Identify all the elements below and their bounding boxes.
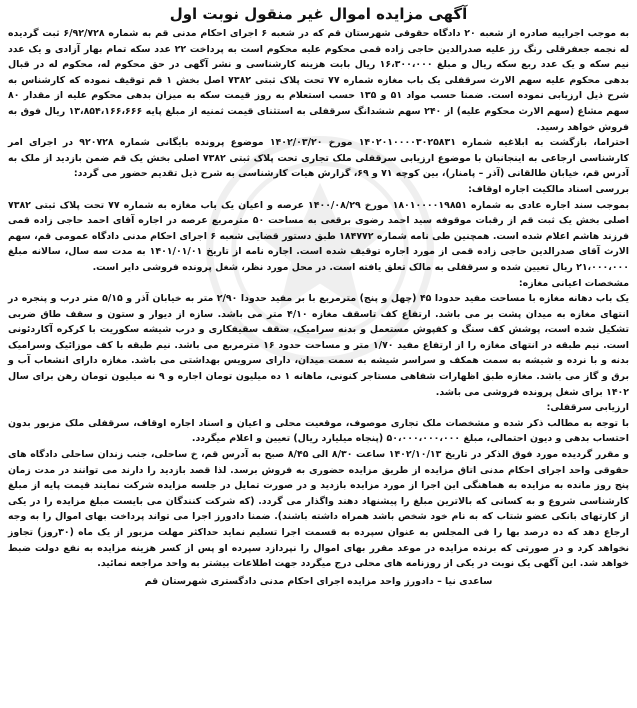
notice-title: آگهی مزایده اموال غیر منقول نوبت اول	[169, 5, 468, 23]
lease-document-paragraph: بموجب سند اجاره عادی به شماره ۱۸۰۱۰۰۰۰۱۹۸۵۱ مورخ ۱۴۰۰/۰۸/۲۹ عرصه و اعیان یک باب مغازه به شماره ۷۷ تحت پلاک ثبتی ۷۳۸۲ اصلی بخش یک ثبت قم از رقبات موقوفه سید احمد رضوی برقعی به مساحت ۵۰ مترمربع عرصه در اجاره آقای احمد حاجی زاده قمی فرزند هاشم اعلام شده است. همچنین طی نامه شماره ۱۸۴۷۷۲ طبق دستور قضایی شعبه ۶ اجرای احکام مدنی دادگاه عمومی قم، سهم الارث آقای صدرالدین حاجی زاده قمی از مورد اجاره توقیف شده است. اجاره نامه از تاریخ ۱۴۰۱/۰۱/۰۱ به مدت سه سال، سالانه مبلغ ۲۱،۰۰۰،۰۰۰ ریال تعیین شده و سرقفلی به مالک تعلق یافته است. در محل مورد نظر، شغل پرونده فروشی دایر است.	[8, 199, 630, 273]
goodwill-valuation-paragraph: با توجه به مطالب ذکر شده و مشخصات ملک تجاری موصوف، موقعیت محلی و اعیان و اسناد اجاره اوقاف، سرقفلی ملک مزبور بدون احتساب بدهی و دیون احتمالی، مبلغ ۵۰،۰۰۰،۰۰۰،۰۰۰ (پنجاه میلیارد ریال) تعیین و اعلام میگردد.	[8, 417, 629, 445]
signature-line: ساعدی نیا – دادورز واحد مزایده اجرای احکام مدنی دادگستری شهرستان قم	[144, 575, 493, 587]
expert-report-paragraph: احتراما، بازگشت به ابلاغیه شماره ۱۴۰۲۰۱۰۰۰۰۳۰۲۵۸۳۱ مورخ ۱۴۰۲/۰۳/۲۰ موضوع پرونده بایگانی شماره ۹۲۰۷۲۸ در اجرای امر کارشناسی ارجاعی به اینجانبان با موضوع ارزیابی سرقفلی ملک تجاری تحت پلاک ثبتی ۷۳۸۲ اصلی بخش یک قم ضمن بازدید از ملک به آدرس قم، خیابان طالقانی (آذر – پامنار)، بین کوچه ۷۱ و ۶۹، گزارش هیات کارشناسی به شرح ذیل تقدیم حضور می گردد:	[8, 137, 629, 180]
shop-specs-paragraph: یک باب دهانه مغازه با مساحت مفید حدودا ۴۵ (چهل و پنج) مترمربع با بر مفید حدودا ۲/۹۰ متر به خیابان آذر و ۵/۱۵ متر درب و پنجره در انتهای مغازه به میدان پشت بر می باشد. ارتفاع کف تاسقف مغازه ۴/۱۰ متر می باشد. سازه از دیوار و ستون و سقف طاق ضربی تشکیل شده است، پوشش کف سنگ و کفپوش مستعمل و بدنه سرامیک، سقف سقیفکاری و درب شیشه سکوریت با کرکره آکاردئونی است. نیم طبقه در انتهای مغازه را از ارتفاع مفید ۱/۷۰ متر و مساحت حدود ۱۶ مترمربع می باشد. نیم طبقه با کف موزائیک وسرامیک بدنه و با نرده و شیشه به سمت همکف و سراسر شیشه به سمت میدان، دارای سرویس بهداشتی می باشد. مغازه دارای انشعاب آب و برق و گاز می باشد. مغازه طبق اظهارات شفاهی مستاجر کنونی، ماهانه ۱ ده میلیون تومان اجاره و ۹ نه میلیون تومان رهن برای سال ۱۴۰۲ برای شغل پرونده فروشی می باشد.	[8, 293, 629, 398]
shop-specs-label: مشخصات اعیانی مغازه:	[518, 277, 629, 289]
intro-paragraph: به موجب اجراییه صادره از شعبه ۲۰ دادگاه حقوقی شهرستان قم که در شعبه ۶ اجرای احکام مدنی قم به شماره ۶/۹۲/۷۲۸ ثبت گردیده له نجمه جعفرقلی رنگ رز علیه صدرالدین حاجی زاده قمی محکوم علیه محکوم است به پرداخت ۲۲ عدد سکه تمام بهار آزادی و یک عدد نیم سکه و یک عدد ربع سکه ریال و مبلغ ۱۶،۳۰۰،۰۰۰ ریال بابت هزینه کارشناسی و نشر آگهی در حق محکوم له، محکوم له در قبال بدهی محکوم علیه سهم الارث سرقفلی یک باب مغازه شماره ۷۷ تحت پلاک ثبتی ۷۳۸۲ اصل بخش ۱ قم توقیف نموده که کارشناس به شرح ذیل ارزیابی نموده است. ضمنا حسب مواد ۵۱ و ۱۳۵ حسب استعلام به روز قیمت سکه به میزان بدهی محکوم علیه از مقدار ۸۰ سهم مشاع (سهم الارث محکوم علیه) از ۲۴۰ سهم ششدانگ سرقفلی به استثنای قیمت ثمنیه از مبلغ پایه ۱۳،۸۵۴،۱۶۶،۶۶۶ ریال فوق به فروش خواهد رسید.	[8, 28, 630, 133]
ownership-review-label: بررسی اسناد مالکیت اجاره اوقاف:	[468, 183, 629, 195]
goodwill-valuation-label: ارزیابی سرقفلی:	[546, 402, 629, 414]
auction-terms-paragraph: و مقرر گردیده مورد فوق الذکر در تاریخ ۱۴۰۲/۱۰/۱۳ ساعت ۸/۳۰ الی ۸/۴۵ صبح به آدرس قم، خ ساحلی، جنب زندان ساحلی دادگاه های حقوقی واحد اجرای احکام مدنی اتاق مزایده از طریق مزایده حضوری به فروش برسد. لذا قصد بازدید را دارند می توانند در مدت زمان پنج روز مانده به مزایده به هماهنگی این اجرا از مورد مزایده بازدید و در صورت تمایل در جلسه مزایده شرکت نمایند قیمت پایه از مبلغ کارشناسی شروع و به کسانی که بالاترین مبلغ را پیشنهاد دهند واگذار می گردد. (که شرکت کنندگان می بایست مبلغ مزایده را در یکی از کارتهای بانکی عضو شتاب که به نام خود شخص باشد همراه داشته باشند). ضمنا دادورز اجرا می تواند پرداخت بهای اموال را به وجه ارجاع دهد که ده درصد بها را فی المجلس به عنوان سپرده به قسمت اجرا تسلیم نماید حداکثر مهلت مزبور از یک ماه (۳۰روز) تجاوز نخواهد کرد و در صورتی که برنده مزایده در موعد مقرر بهای اموال را نپردازد سپرده او پس از کسر هزینه مزایده به نفع دولت ضبط خواهد شد. این آگهی یک نوبت در یکی از روزنامه های محلی درج میگردد جهت اطلاعات بیشتر به واحد مراجعه نمائید.	[8, 449, 629, 570]
